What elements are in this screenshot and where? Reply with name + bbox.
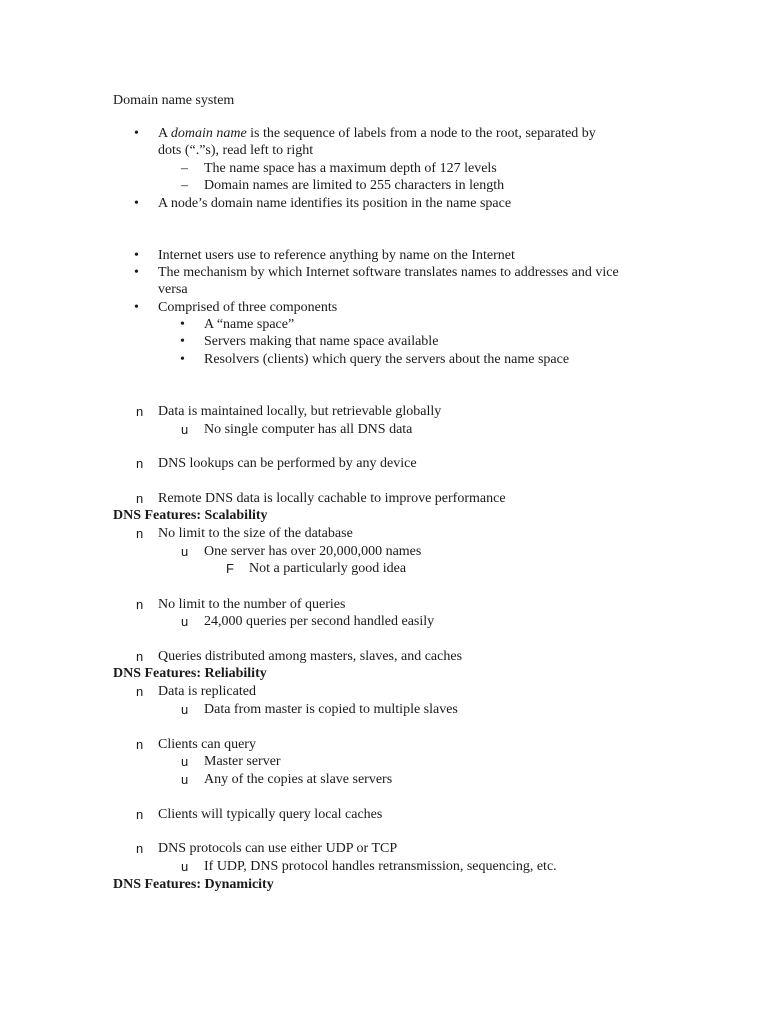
n-marker: n bbox=[136, 491, 144, 506]
list-item: Remote DNS data is locally cachable to improve performance bbox=[158, 491, 506, 506]
sub-list-item: A “name space” bbox=[204, 317, 295, 332]
list-item: No limit to the size of the database bbox=[158, 526, 353, 541]
list-item-continuation: versa bbox=[158, 282, 188, 297]
sub-list-item: Domain names are limited to 255 characters in length bbox=[204, 178, 505, 193]
sub-list-item: The name space has a maximum depth of 127 levels bbox=[204, 161, 497, 176]
bullet-marker: • bbox=[180, 352, 185, 367]
list-item: Comprised of three components bbox=[158, 300, 338, 315]
u-marker: u bbox=[181, 859, 189, 874]
list-item-text: A bbox=[158, 126, 171, 141]
sub-list-item: Master server bbox=[204, 754, 281, 769]
bullet-marker: • bbox=[180, 317, 185, 332]
list-item bbox=[158, 125, 596, 142]
sub-list-item: If UDP, DNS protocol handles retransmission, sequencing, etc. bbox=[204, 859, 557, 874]
sub-list-item: No single computer has all DNS data bbox=[204, 422, 413, 437]
list-item: Clients will typically query local caches bbox=[158, 807, 383, 822]
u-marker: u bbox=[181, 544, 189, 559]
f-marker: F bbox=[226, 561, 234, 576]
list-item: Clients can query bbox=[158, 737, 256, 752]
list-item: DNS lookups can be performed by any device bbox=[158, 456, 417, 471]
list-item-text: is the sequence of labels from a node to the root, separated by bbox=[246, 126, 596, 141]
emphasis-term: domain name bbox=[170, 126, 247, 141]
sub-list-item: Any of the copies at slave servers bbox=[204, 772, 393, 787]
bullet-marker: • bbox=[134, 300, 139, 315]
sub-list-item: 24,000 queries per second handled easily bbox=[204, 614, 435, 629]
document-title: Domain name system bbox=[113, 93, 235, 108]
dash-marker: – bbox=[181, 178, 188, 193]
bullet-marker: • bbox=[134, 126, 139, 141]
n-marker: n bbox=[136, 841, 144, 856]
sub-list-item: Servers making that name space available bbox=[204, 334, 439, 349]
u-marker: u bbox=[181, 754, 189, 769]
list-item: DNS protocols can use either UDP or TCP bbox=[158, 841, 398, 856]
list-item: The mechanism by which Internet software translates names to addresses and vice bbox=[158, 265, 619, 280]
u-marker: u bbox=[181, 702, 189, 717]
u-marker: u bbox=[181, 422, 189, 437]
list-item: A node’s domain name identifies its position in the name space bbox=[158, 196, 512, 211]
n-marker: n bbox=[136, 737, 144, 752]
sub-list-item: One server has over 20,000,000 names bbox=[204, 544, 422, 559]
bullet-marker: • bbox=[134, 265, 139, 280]
u-marker: u bbox=[181, 614, 189, 629]
sub-list-item: Data from master is copied to multiple slaves bbox=[204, 702, 458, 717]
dash-marker: – bbox=[181, 161, 188, 176]
list-item: Data is maintained locally, but retrievable globally bbox=[158, 404, 442, 419]
sub-list-item: Resolvers (clients) which query the servers about the name space bbox=[204, 352, 570, 367]
list-item-continuation: dots (“.”s), read left to right bbox=[158, 143, 314, 158]
list-item: Queries distributed among masters, slaves, and caches bbox=[158, 649, 463, 664]
n-marker: n bbox=[136, 456, 144, 471]
u-marker: u bbox=[181, 772, 189, 787]
section-heading-dynamicity: DNS Features: Dynamicity bbox=[113, 877, 274, 892]
n-marker: n bbox=[136, 649, 144, 664]
section-heading-reliability: DNS Features: Reliability bbox=[113, 666, 267, 681]
n-marker: n bbox=[136, 404, 144, 419]
n-marker: n bbox=[136, 684, 144, 699]
n-marker: n bbox=[136, 807, 144, 822]
bullet-marker: • bbox=[180, 334, 185, 349]
list-item: Internet users use to reference anything by name on the Internet bbox=[158, 248, 515, 263]
n-marker: n bbox=[136, 526, 144, 541]
section-heading-scalability: DNS Features: Scalability bbox=[113, 508, 268, 523]
n-marker: n bbox=[136, 597, 144, 612]
list-item: No limit to the number of queries bbox=[158, 597, 346, 612]
list-item: Data is replicated bbox=[158, 684, 256, 699]
bullet-marker: • bbox=[134, 248, 139, 263]
bullet-marker: • bbox=[134, 196, 139, 211]
sub-sub-list-item: Not a particularly good idea bbox=[249, 561, 407, 576]
